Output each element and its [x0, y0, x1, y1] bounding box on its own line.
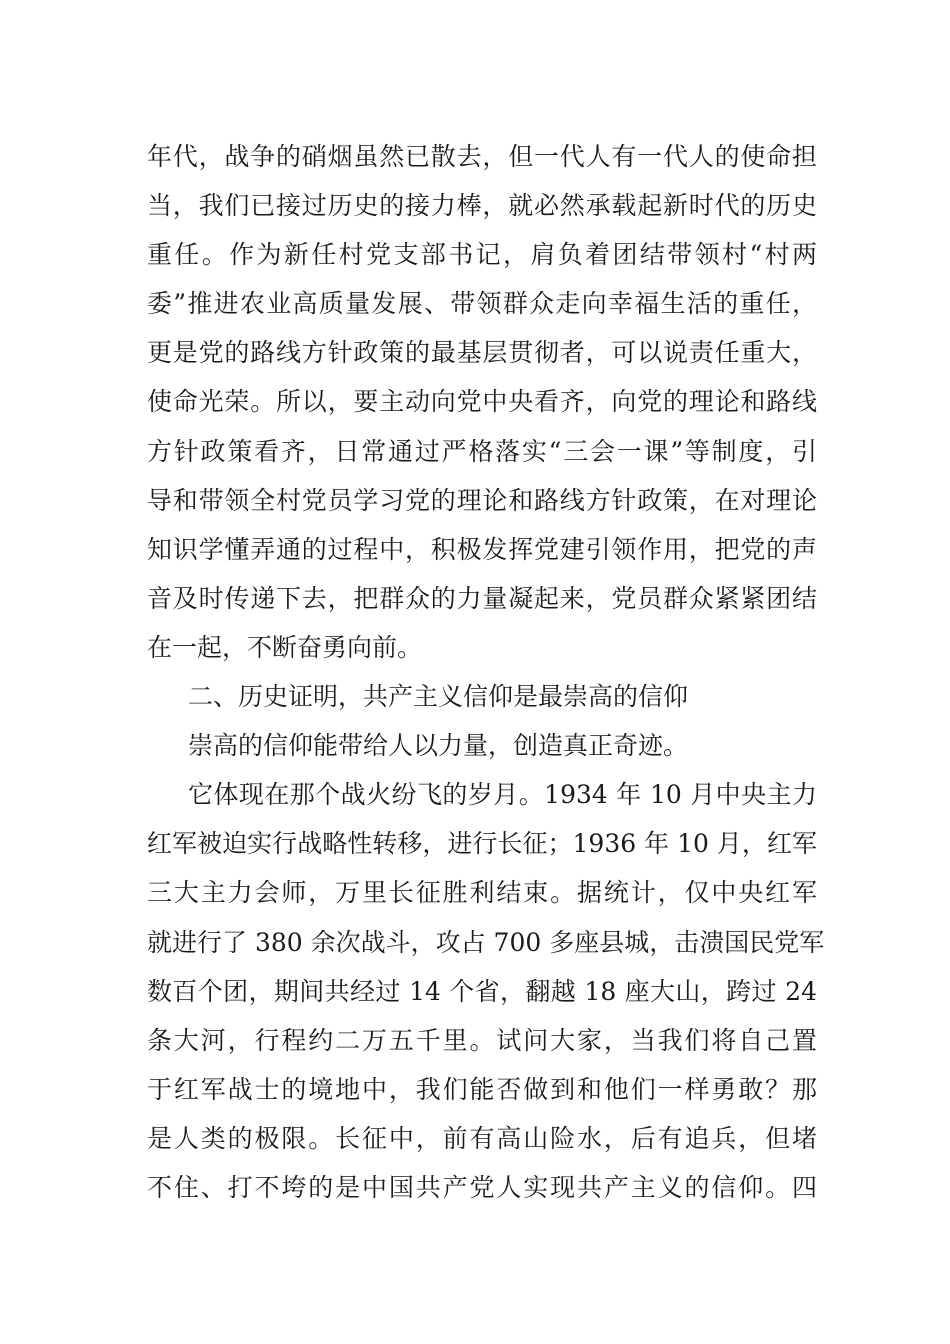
text-line: 条大河，行程约二万五千里。试问大家，当我们将自己置 [147, 1025, 817, 1055]
text-line: 于红军战士的境地中，我们能否做到和他们一样勇敢？那 [147, 1074, 817, 1104]
text-line: 数百个团，期间共经过 14 个省，翻越 18 座大山，跨过 24 [147, 976, 817, 1006]
text-line: 知识学懂弄通的过程中，积极发挥党建引领作用，把党的声 [147, 534, 817, 564]
text-line: 重任。作为新任村党支部书记，肩负着团结带领村“村两 [147, 240, 817, 270]
text-line: 是人类的极限。长征中，前有高山险水，后有追兵，但堵 [147, 1123, 817, 1153]
text-line: 更是党的路线方针政策的最基层贯彻者，可以说责任重大， [147, 338, 817, 368]
text-line: 方针政策看齐，日常通过严格落实“三会一课”等制度，引 [147, 436, 817, 466]
text-line: 导和带领全村党员学习党的理论和路线方针政策，在对理论 [147, 485, 817, 515]
text-line: 音及时传递下去，把群众的力量凝起来，党员群众紧紧团结 [147, 583, 817, 613]
paragraph-start-line: 它体现在那个战火纷飞的岁月。1934 年 10 月中央主力 [188, 780, 817, 810]
section-heading: 二、历史证明，共产主义信仰是最崇高的信仰 [188, 682, 689, 712]
text-line: 不住、打不垮的是中国共产党人实现共产主义的信仰。四 [147, 1172, 817, 1202]
text-line: 当，我们已接过历史的接力棒，就必然承载起新时代的历史 [147, 191, 817, 221]
body-text [147, 132, 825, 1212]
paragraph-line: 崇高的信仰能带给人以力量，创造真正奇迹。 [188, 731, 689, 761]
text-line: 就进行了 380 余次战斗，攻占 700 多座县城，击溃国民党军 [147, 927, 825, 957]
text-line: 三大主力会师，万里长征胜利结束。据统计，仅中央红军 [147, 878, 817, 908]
paragraph-end-line: 在一起，不断奋勇向前。 [147, 632, 423, 662]
text-line: 委”推进农业高质量发展、带领群众走向幸福生活的重任， [147, 289, 817, 319]
text-line: 红军被迫实行战略性转移，进行长征；1936 年 10 月，红军 [147, 829, 817, 859]
text-line: 年代，战争的硝烟虽然已散去，但一代人有一代人的使命担 [147, 142, 817, 171]
text-line: 使命光荣。所以，要主动向党中央看齐，向党的理论和路线 [147, 387, 817, 417]
